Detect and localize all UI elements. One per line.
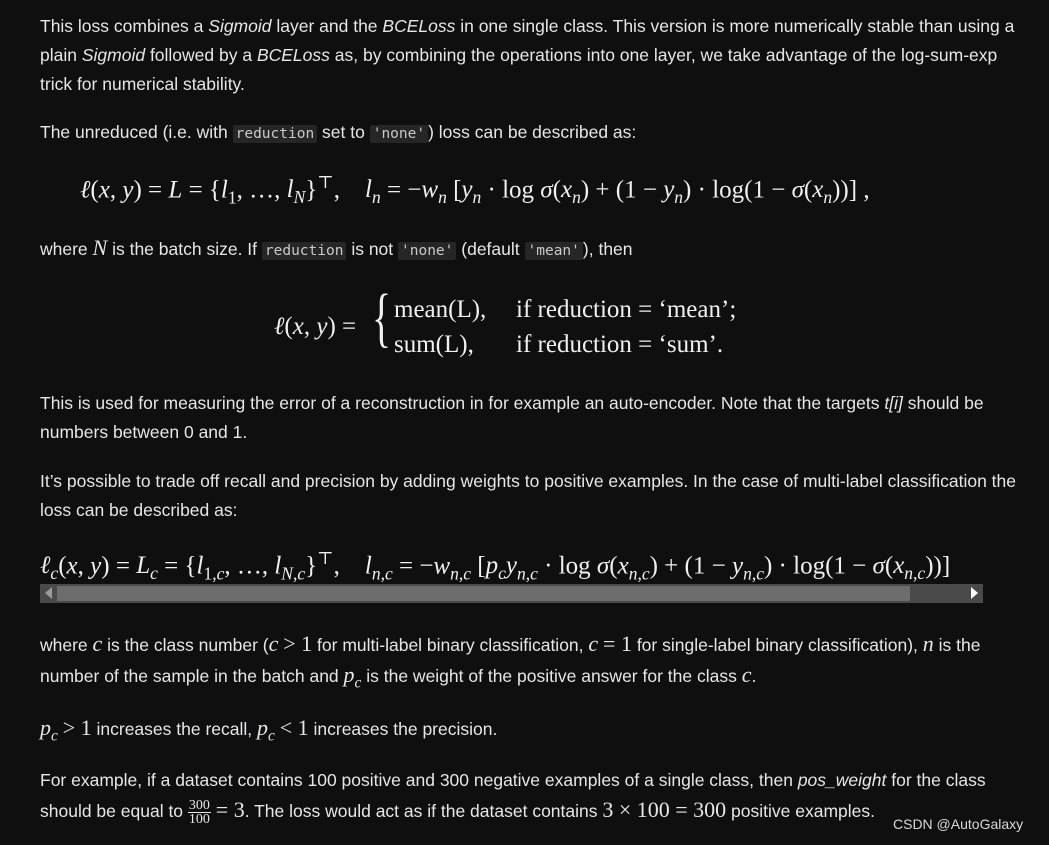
recall-precision-paragraph: $p_c > 1$ increases the recall, $p_c < 1$ increases the precision. bbox=[40, 715, 498, 745]
code-none: 'none' bbox=[370, 125, 428, 143]
class-number-paragraph: where c is the class number (c > 1 for multi-label binary classification, c = 1 for single-label binary classification), n is the number of the sample in the batch and $p_c$ is the weight of the positive answer for the class c. bbox=[40, 631, 981, 692]
scrollbar-thumb[interactable] bbox=[57, 586, 910, 601]
batch-size-paragraph: where N is the batch size. If reduction is not 'none' (default 'mean' ), then bbox=[40, 235, 633, 260]
multilabel-paragraph: It’s possible to trade off recall and precision by adding weights to positive examples. In the case of multi-label classification the loss can be described as: bbox=[40, 471, 1016, 520]
reconstruction-paragraph: This is used for measuring the error of a reconstruction in for example an auto-encoder. Note that the targets t[i] should be numbers between 0 and 1. bbox=[40, 393, 984, 442]
intro-paragraph: This loss combines a Sigmoid layer and the BCELoss in one single class. This version is more numerically stable than using a plain Sigmoid followed by a BCELoss as, by combining the operations into one layer, we take advantage of the log-sum-exp trick for numerical stability. bbox=[40, 16, 1015, 94]
multilabel-loss-equation: ℓ$_c$(x, $y) = L_c = \{l_{1,c}$, …, $l_{N,c}\}^⊤$, $l_{n,c} = -w_{n,c}$ $[p_cy_{n,c} \cdot \log \sigma(x_{n,c}) + (1 - y_{n,c}) \cdot \log(1 - \sigma(x_{n,c}))]$ bbox=[40, 548, 951, 582]
scroll-right-arrow-icon[interactable] bbox=[971, 587, 978, 599]
unreduced-paragraph: The unreduced (i.e. with reduction set to 'none' ) loss can be described as: bbox=[40, 122, 637, 142]
code-mean: 'mean' bbox=[525, 242, 583, 260]
code-reduction: reduction bbox=[233, 125, 318, 143]
example-paragraph: For example, if a dataset contains 100 positive and 300 negative examples of a single class, then pos_weight for the class should be equal to $\frac{300}{100}$ = 3. The loss would act as if the dataset contains 3 × 100 = 300 positive examples. bbox=[40, 770, 986, 827]
csdn-watermark: CSDN @AutoGalaxy bbox=[893, 816, 1024, 832]
code-reduction-2: reduction bbox=[262, 242, 347, 260]
scroll-left-arrow-icon[interactable] bbox=[45, 587, 52, 599]
code-none-2: 'none' bbox=[398, 242, 456, 260]
equation-horizontal-scrollbar[interactable] bbox=[40, 584, 983, 603]
fraction-300-100: $\frac{300}{100}$ bbox=[188, 797, 210, 827]
unreduced-loss-equation: ℓ(x, $y) = L = \{l_1$, …, $l_N\}^⊤$, $l_n = -w_n$ $[y_n \cdot \log \sigma(x_n) + (1 - y_n) \cdot \log(1 - \sigma(x_n))]$ , bbox=[80, 172, 870, 208]
